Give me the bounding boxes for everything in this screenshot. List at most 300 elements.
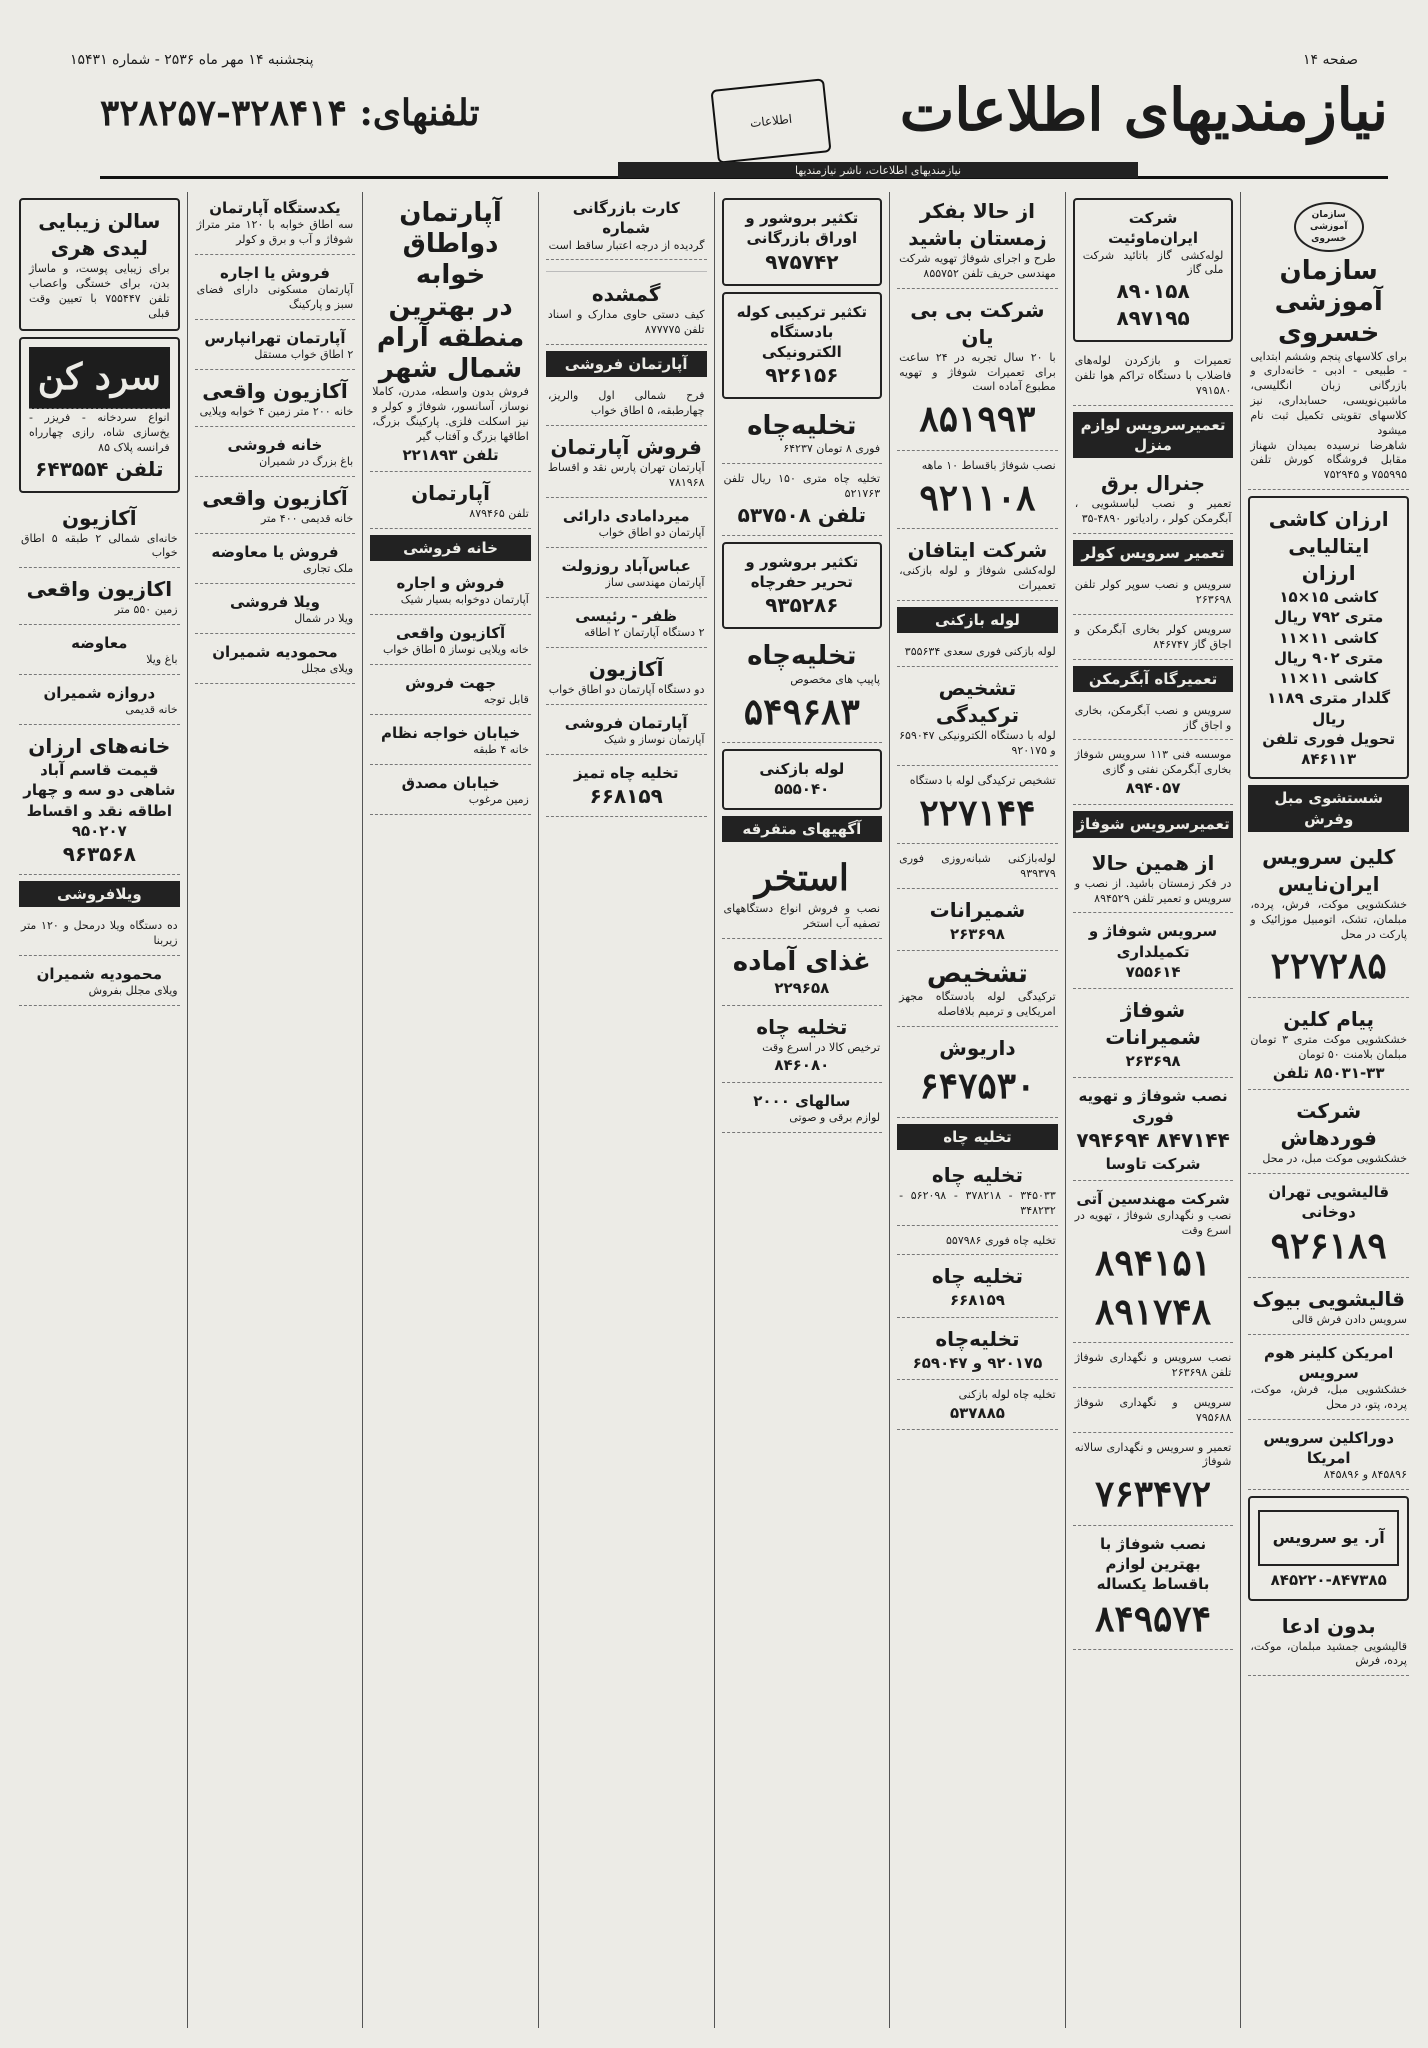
- ad-annual-heating: [1073, 1435, 1234, 1526]
- ad-shemiranat: [897, 891, 1058, 951]
- ad-body: فوری ۸ تومان ۶۴۲۳۷: [783, 442, 881, 456]
- ad-heading: خیابان خواجه نظام: [380, 724, 521, 743]
- column-8: [12, 192, 187, 2028]
- ad-body: فروش بدون واسطه، مدرن، کاملا نوساز، آسانسور، شوفاژ و کولر و نیز اسکلت فلزی. پارکینگ بزرگ، اطاقها بزرگ و آفتاب گیر: [372, 385, 529, 443]
- ad-heading: فروش یا معاوضه: [211, 542, 339, 561]
- ad-body: ۲ دستگاه آپارتمان ۲ اطاقه: [584, 626, 705, 640]
- ad-apartment: [370, 474, 531, 529]
- ad-phone: ۸۹۴۱۵۱ ۸۹۱۷۴۸: [1095, 1242, 1212, 1333]
- ad-phone: تلفن ۲۲۱۸۹۳: [402, 445, 499, 464]
- ad-abbasabad: [546, 550, 707, 598]
- ad-body: نصب سرویس و نگهداری شوفاژ تلفن ۲۶۳۶۹۸: [1074, 1351, 1232, 1380]
- ad-lost: [546, 275, 707, 345]
- ad-pipe-print: [722, 292, 883, 400]
- ad-water-heater: [1073, 698, 1234, 741]
- ad-body: آپارتمان دوخوابه بسیار شیک: [400, 593, 529, 607]
- ad-24h-plumbing: [897, 846, 1058, 889]
- ad-villa-sale: [195, 586, 356, 634]
- ad-well-digging: [722, 542, 883, 630]
- ad-saadi-plumbing: [897, 639, 1058, 667]
- ad-farah-north: [546, 383, 707, 426]
- ad-for-sale: [370, 667, 531, 715]
- ad-body: قیمت قاسم آباد شاهی دو سه و چهار اطاقه نقد و اقساط ۹۵۰۲۰۷: [23, 761, 176, 840]
- column-6: [362, 192, 538, 2028]
- ad-body: خانه ویلایی نوساز ۵ اطاق خواب: [382, 643, 529, 657]
- column-7: [187, 192, 363, 2028]
- section-bar: لوله بازکنی: [897, 607, 1058, 633]
- ad-body: آپارتمان مسکونی دارای فضای سبز و پارکینگ: [196, 283, 354, 312]
- section-bar: تعمیرسرویس شوفاژ: [1073, 811, 1234, 837]
- ad-heading: کلین سرویس ایران‌نایس: [1262, 844, 1396, 896]
- section-bar: شستشوی مبل وفرش: [1248, 785, 1409, 832]
- ad-phone: ۲۲۷۱۴۴: [919, 791, 1036, 834]
- ad-apt-sale-2: [546, 707, 707, 755]
- ad-heading: تخلیه‌چاه: [747, 641, 857, 672]
- ad-heading: از حالا بفکر زمستان باشید: [908, 199, 1047, 250]
- ad-phone: ۹۲۱۱۰۸: [919, 476, 1036, 519]
- page-folio: [70, 48, 1358, 72]
- dateline: پنجشنبه ۱۴ مهر ماه ۲۵۳۶ - شماره ۱۵۴۳۱: [70, 52, 314, 68]
- ad-body: آپارتمان نوساز و شیک: [604, 733, 705, 747]
- ad-body: تعمیر و نصب لباسشویی ، آبگرمکن کولر ، رادیاتور ۴۸۹۰-۳۵: [1074, 497, 1232, 526]
- ad-body: ۲ اطاق خواب مستقل: [254, 348, 354, 362]
- ad-real-occasion-3: [195, 479, 356, 534]
- ad-phone: ۵۳۷۸۸۵: [949, 1403, 1005, 1422]
- ad-body: در فکر زمستان باشید. از نصب و سرویس و تعمیر تلفن ۸۹۴۵۲۹: [1074, 876, 1232, 905]
- ad-body: ده دستگاه ویلا درمحل و ۱۲۰ متر زیربنا: [21, 919, 178, 948]
- ad-phone: ۸۵۰۳۱-۳۳ تلفن: [1272, 1063, 1385, 1082]
- ad-winter: [897, 192, 1058, 289]
- ad-body: لوله بازکنی فوری سعدی ۳۵۵۶۳۴: [904, 645, 1056, 659]
- ad-heading: سالهای ۲۰۰۰: [753, 1091, 851, 1110]
- ad-irannice: [1248, 838, 1409, 998]
- ad-heading: شرکت مهندسین آتی: [1076, 1190, 1230, 1209]
- ad-heading: داریوش: [939, 1035, 1016, 1060]
- ad-body: پاپیپ های مخصوص: [790, 672, 881, 686]
- ad-heading: تکثیر ترکیبی کوله بادستگاه الکترونیکی: [736, 302, 867, 361]
- ad-2000s: [722, 1085, 883, 1133]
- ad-body: لوازم برقی و صوتی: [789, 1110, 881, 1124]
- ad-body: طرح و اجرای شوفاژ تهویه شرکت مهندسی حریف تلفن ۸۵۵۷۵۲: [899, 252, 1056, 280]
- classifieds-columns: [12, 192, 1416, 2028]
- ad-body: آپارتمان تهران پارس نقد و اقساط ۷۸۱۹۶۸: [547, 460, 705, 489]
- ad-heading: نصب شوفاژ و تهویه فوری: [1078, 1087, 1228, 1126]
- ad-heading: غذای آماده: [732, 947, 871, 978]
- ad-two-bedroom: [370, 192, 531, 472]
- ad-heating-install: [1073, 1345, 1234, 1388]
- ad-body: تخلیه چاه لوله بازکنی: [958, 1387, 1056, 1401]
- ad-well-empty-4: [897, 1320, 1058, 1380]
- ad-heading: آکازیون: [588, 656, 664, 681]
- ad-heading: فروش یا اجاره: [219, 263, 330, 282]
- ad-heading: دوراکلین سرویس امریکا: [1263, 1428, 1395, 1468]
- ad-body: قابل توجه: [483, 693, 529, 707]
- ad-occasion-north: [19, 499, 180, 569]
- ad-body: سرویس دادن فرش قالی: [1292, 1312, 1407, 1326]
- ad-heading: ارزان کاشی ایتالیایی ارزان: [1268, 507, 1389, 586]
- ad-payam-clean: [1248, 1000, 1409, 1090]
- ad-phone: ۲۶۳۶۹۸: [1125, 1052, 1181, 1071]
- column-5: [538, 192, 714, 2028]
- ad-cooler-service: [1073, 572, 1234, 615]
- ad-phone: ۶۶۸۱۵۹: [949, 1291, 1005, 1310]
- price-line: کاشی ۱۱×۱۱ متری ۹۰۲ ریال: [1274, 628, 1384, 667]
- ad-real-occasion-land: [19, 570, 180, 625]
- ad-phone: ۷۶۳۴۷۲: [1095, 1473, 1212, 1516]
- ad-phone: ۸۴۵۸۹۶ و ۸۴۵۸۹۶: [1323, 1468, 1407, 1482]
- ad-heading: محمودیه شمیران: [36, 965, 163, 984]
- ad-body: خانه‌ای شمالی ۲ طبقه ۵ اطاق خواب: [21, 531, 178, 560]
- ad-iran-maoit: [1073, 198, 1234, 342]
- ad-leak-detect: [897, 669, 1058, 766]
- ad-heading: تشخیص: [926, 959, 1028, 990]
- ad-heading: تخلیه چاه: [756, 1014, 848, 1039]
- ad-phone: تلفن ۶۴۳۵۵۴: [35, 456, 164, 481]
- ad-phone: ۸۴۶۰۸۰: [774, 1056, 830, 1075]
- ad-body: لوله‌کشی شوفاژ و لوله بازکنی، تعمیرات: [899, 564, 1056, 593]
- price-line: کاشی ۱۱×۱۱ گلدار متری ۱۱۸۹ ریال: [1267, 669, 1391, 728]
- ad-phone: ۵۴۹۶۸۳: [743, 690, 860, 733]
- ad-address: شاهرضا نرسیده بمیدان شهناز مقابل فروشگاه کورش تلفن ۷۵۵۹۹۵ و ۷۵۲۹۴۵: [1250, 438, 1407, 482]
- ad-bibian: [897, 291, 1058, 451]
- ad-body: سرویس و نصب آبگرمکن، بخاری و اجاق گاز: [1074, 703, 1232, 732]
- ad-heading: شرکت بی بی یان: [910, 297, 1045, 349]
- ad-body: برای زیبایی پوست، و ماساژ بدن، برای خستگی واعصاب تلفن ۷۵۵۴۴۷ با تعیین وقت قبلی: [29, 262, 170, 320]
- ad-body: با ۲۰ سال تجربه در ۲۴ ساعت برای تعمیرات شوفاژ و تهویه مطبوع آماده است: [899, 350, 1056, 394]
- ad-phone: ۶۶۸۱۵۹: [589, 784, 663, 809]
- ad-house-sale: [195, 429, 356, 477]
- ad-body: ویلای مجلل بفروش: [88, 984, 178, 998]
- ad-mosadegh: [370, 767, 531, 815]
- ad-heading: تشخیص ترکیدگی: [935, 676, 1020, 728]
- ad-body: خشکشویی موکت متری ۳ تومان مبلمان بلامنت ۵۰ تومان: [1250, 1033, 1408, 1061]
- ad-phone: ۹۲۰۱۷۵ و ۶۵۹۰۴۷: [912, 1353, 1043, 1372]
- ad-heading: شرکت ایران‌ماوئیت: [1108, 209, 1199, 248]
- section-bar: ویلافروشی: [19, 881, 180, 907]
- ad-one-apartment: [195, 192, 356, 255]
- ad-body: تعمیرات و بازکردن لوله‌های فاضلاب با دستگاه تراکم هوا تلفن ۷۹۱۵۸۰: [1074, 354, 1232, 397]
- section-bar: تخلیه چاه: [897, 1124, 1058, 1150]
- ad-heading: تکثیر بروشور و تحریر حفرچاه: [745, 552, 859, 592]
- ad-heading: یکدستگاه آپارتمان: [209, 199, 341, 217]
- ad-body: خشکشویی موکت مبل، در محل: [1262, 1151, 1407, 1165]
- masthead-subtitle: نیازمندیهای اطلاعات، ناشر نیازمندیها: [618, 162, 1138, 178]
- ad-heading: شمیرانات: [929, 897, 1026, 922]
- ad-body: ویلای مجلل: [301, 662, 354, 676]
- ad-bedoon-edea: [1248, 1607, 1409, 1677]
- ad-heading: ویلا فروشی: [229, 592, 320, 611]
- ad-heading: تخلیه‌چاه: [935, 1326, 1020, 1351]
- ad-heading: تخلیه چاه: [931, 1264, 1023, 1289]
- ad-zafar: [546, 600, 707, 648]
- ad-heading: عباس‌آباد روزولت: [561, 556, 691, 575]
- ad-heading: سرویس شوفاژ و تکمیلداری: [1088, 922, 1218, 961]
- masthead: [100, 76, 1388, 179]
- masthead-title: نیازمندیهای اطلاعات: [899, 76, 1388, 144]
- ad-body: ۳۴۵۰۳۳ - ۳۷۸۲۱۸ - ۵۶۲۰۹۸ - ۳۴۸۲۳۲: [899, 1188, 1056, 1217]
- ad-lady-harry: [19, 198, 180, 331]
- ad-body: سرویس و نگهداری شوفاژ ۷۹۵۶۸۸: [1074, 1395, 1232, 1424]
- ad-heading: تعمیر و سرویس و نگهداری سالانه شوفاژ: [1074, 1440, 1232, 1469]
- section-bar: تعمیرسرویس لوازم منزل: [1073, 412, 1234, 459]
- ad-body: تخلیه چاه فوری ۵۵۷۹۸۶: [946, 1233, 1056, 1247]
- ad-body: لوله‌کشی گاز باتائید شرکت ملی گاز: [1082, 248, 1224, 277]
- ad-body: خانه قدیمی: [125, 703, 178, 717]
- ad-exchange: [19, 627, 180, 675]
- ad-body: باغ بزرگ در شمیران: [259, 455, 354, 469]
- ad-phone: ۸۹۰۱۵۸ ۸۹۷۱۹۵: [1116, 279, 1190, 331]
- ad-ru-service: [1248, 1496, 1409, 1600]
- ad-heading: نصب شوفاژ با بهترین لوازم باقساط یکساله: [1096, 1534, 1210, 1594]
- ad-body: خانه قدیمی ۴۰۰ متر: [261, 511, 354, 525]
- divider: [546, 263, 707, 272]
- ad-mahmoudieh: [195, 636, 356, 684]
- section-bar: آپارتمان فروشی: [546, 351, 707, 377]
- ad-heading: از همین حالا: [1091, 850, 1215, 875]
- ad-body: ویلا در شمال: [294, 612, 354, 626]
- ad-body: نصب و نگهداری شوفاژ ، تهویه در اسرع وقت: [1074, 1209, 1232, 1238]
- ad-body: ملک تجاری: [302, 562, 354, 575]
- ad-body: سرویس و نصب سوپر کولر تلفن ۲۶۳۶۹۸: [1074, 578, 1232, 606]
- ad-well-clean: [546, 757, 707, 817]
- ad-phone: تلفن ۵۳۷۵۰۸: [737, 502, 866, 527]
- ad-heading: آکازیون: [61, 505, 137, 530]
- ad-heading: جنرال برق: [1101, 471, 1206, 496]
- ad-heating-10months: [897, 453, 1058, 529]
- ad-body: خشکشویی مبل، فرش، موکت، پرده، پتو، در محل: [1250, 1383, 1407, 1412]
- ad-body: نصب شوفاژ باقساط ۱۰ ماهه: [921, 458, 1056, 472]
- ad-darvazeh-shemiran: [19, 677, 180, 725]
- ad-heading: آپارتمان دواطاق خوابه: [399, 198, 502, 291]
- ad-mirdamad: [546, 500, 707, 548]
- ad-sardkon: [19, 337, 180, 492]
- ad-heading: تخلیه چاه تمیز: [573, 763, 679, 782]
- ad-phone: ۷۵۵۶۱۴: [1125, 962, 1181, 981]
- ad-company: شرکت تاوسا: [1105, 1154, 1201, 1173]
- ad-heading: آپارتمان تهرانپارس: [204, 328, 346, 347]
- ad-body: سرویس کولر بخاری آبگرمکن و اجاق گاز ۸۴۶۷۴۷: [1074, 622, 1232, 651]
- ad-real-occasion: [370, 617, 531, 665]
- column-4: [714, 192, 890, 2028]
- ad-heading: فروش آپارتمان: [550, 434, 702, 459]
- section-bar: تعمیر سرویس کولر: [1073, 540, 1234, 566]
- ad-cheap-houses: [19, 727, 180, 875]
- ad-phone: ۹۳۵۲۸۶: [765, 593, 839, 618]
- ad-real-occasion-2: [195, 372, 356, 427]
- ad-body: خانه ۴ طبقه: [473, 743, 529, 757]
- ad-heading: بدون ادعا: [1281, 1613, 1376, 1638]
- masthead-phones: تلفنهای: ۳۲۸۴۱۴-۳۲۸۲۵۷: [100, 92, 480, 134]
- ad-brochure-print: [722, 198, 883, 286]
- ad-body: زمین مرغوب: [468, 793, 529, 807]
- ad-heading: امریکن کلینر هوم سرویس: [1264, 1343, 1394, 1382]
- ettelaat-logo-icon: اطلاعات: [710, 78, 831, 164]
- ad-phone: ۸۴۵۲۲۰-۸۴۷۳۸۵: [1270, 1571, 1387, 1590]
- column-2: [1065, 192, 1241, 2028]
- ad-itafan: [897, 531, 1058, 601]
- khosravi-logo-icon: سازمان آموزشی خسروی: [1294, 202, 1364, 252]
- ad-shemiranat-heating: [1073, 991, 1234, 1078]
- ad-dariush: [897, 1029, 1058, 1118]
- ad-well-150rial: [722, 466, 883, 536]
- ad-sale-rent: [370, 567, 531, 615]
- sardkon-logo-icon: سرد کن: [29, 347, 170, 409]
- ru-service-logo-icon: آر. یو سرویس: [1258, 1510, 1399, 1566]
- ad-body: لوله با دستگاه الکترونیکی ۶۵۹۰۴۷ و ۹۲۰۱۷۵: [899, 729, 1056, 757]
- ad-institute-113: [1073, 742, 1234, 805]
- ad-heading: میردامادی دارائی: [562, 506, 690, 525]
- ad-phone: ۶۴۷۵۳۰: [919, 1064, 1036, 1107]
- ad-general-electric: [1073, 464, 1234, 534]
- ad-heating-care: [1073, 1390, 1234, 1433]
- ad-tiles: [1248, 496, 1409, 779]
- ad-commercial-card: [546, 192, 707, 260]
- ad-heading: آپارتمان فروشی: [564, 713, 688, 732]
- ad-heading: تخلیه‌چاه: [747, 411, 857, 442]
- ad-body: کیف دستی حاوی مدارک و اسناد تلفن ۸۷۷۷۷۵: [547, 308, 705, 337]
- ad-american-cleaner: [1248, 1337, 1409, 1420]
- ad-body: انواع سردخانه - فریزر - یخ‌سازی شاه، رازی چهارراه فرانسه پلاک ۸۵: [29, 410, 170, 454]
- ad-heater-service: [1073, 617, 1234, 660]
- ad-heading: قالیشویی تهران دوخانی: [1268, 1182, 1390, 1222]
- ad-heading: شوفاژ شمیرانات: [1105, 998, 1201, 1050]
- ad-body: خشکشویی موکت، فرش، پرده، مبلمان، تشک، اتومبیل موزائیک و پارکت در محل: [1250, 897, 1407, 941]
- ad-heading: خانه فروشی: [227, 435, 323, 454]
- ad-phone: ۹۲۶۱۵۶: [765, 363, 839, 388]
- ad-body: گردیده از درجه اعتبار ساقط است: [548, 238, 705, 252]
- section-bar: آگهیهای متفرقه: [722, 816, 883, 842]
- ad-sale-or-rent: [195, 257, 356, 320]
- ad-heading: خانه‌های ارزان: [28, 734, 171, 759]
- ad-heading: قالیشویی بیوک: [1252, 1286, 1405, 1311]
- ad-taosa: [1073, 1080, 1234, 1181]
- ad-heading: آکازیون واقعی: [396, 623, 506, 642]
- ad-body: نصب و فروش انواع دستگاههای تصفیه آب استخر: [723, 902, 881, 931]
- ad-phone: ۸۵۱۹۹۳: [919, 398, 1036, 441]
- price-line: کاشی ۱۵×۱۵ متری ۷۹۲ ریال: [1274, 588, 1384, 627]
- phone-line: تحویل فوری تلفن ۸۴۶۱۱۳: [1262, 729, 1396, 769]
- ad-body: دو دستگاه آپارتمان دو اطاق خواب: [548, 682, 705, 696]
- ad-pool: [722, 848, 883, 939]
- ad-heading: معاوضه: [71, 634, 128, 653]
- ad-phone: ۹۶۳۵۶۸: [62, 842, 136, 867]
- ad-heading: شرکت فوردهاش: [1280, 1098, 1377, 1150]
- ad-detection: [897, 953, 1058, 1027]
- ad-heading: آکازیون واقعی: [202, 378, 348, 403]
- ad-duraclean: [1248, 1422, 1409, 1490]
- ad-well-8toman: [722, 405, 883, 464]
- ad-heating-installments: [1073, 1528, 1234, 1650]
- ad-plumbing-oval: [722, 749, 883, 810]
- column-1: [1240, 192, 1416, 2028]
- ad-well-empty-2: [897, 1228, 1058, 1256]
- ad-heating-maintenance: [1073, 915, 1234, 989]
- ad-body: موسسه فنی ۱۱۳ سرویس شوفاژ بخاری آبگرمکن نفتی و گازی: [1074, 748, 1232, 777]
- ad-heading: آکازیون واقعی: [202, 485, 348, 510]
- ad-occasion: [546, 650, 707, 705]
- ad-body: خانه ۲۰۰ متر زمین ۴ خوابه ویلایی: [199, 404, 354, 418]
- ad-heading: آپارتمان: [411, 480, 490, 505]
- ad-tehranpars: [195, 322, 356, 370]
- ad-drain-repair: [1073, 348, 1234, 406]
- ad-apt-sale: [546, 428, 707, 498]
- ad-body: آپارتمان مهندسی ساز: [605, 576, 705, 589]
- ad-customs: [722, 1008, 883, 1083]
- ad-subheading: در بهترین منطقه آرام شمال شهر: [376, 291, 525, 384]
- ad-body: تلفن ۸۷۹۴۶۵: [469, 506, 529, 520]
- ad-heading: لوله بازکنی: [759, 760, 845, 779]
- ad-heading: خیابان مصدق: [401, 774, 500, 793]
- ad-body: ترخیص کالا در اسرع وقت: [762, 1040, 881, 1054]
- ad-phone: ۸۹۴۰۵۷: [1125, 779, 1181, 798]
- ad-heading: محمودیه شمیران: [212, 642, 338, 661]
- ad-phone: ۹۲۶۱۸۹: [1270, 1225, 1387, 1268]
- ad-body: فرح شمالی اول والریز، چهارطبقه، ۵ اطاق خواب: [547, 389, 705, 418]
- ad-heading: گمشده: [591, 282, 661, 307]
- ad-well-empty-1: [897, 1156, 1058, 1226]
- ad-phone: ۵۵۵۰۴۰: [774, 780, 830, 799]
- ad-body: تشخیص ترکیدگی لوله با دستگاه: [909, 773, 1056, 787]
- ad-heading: کارت بازرگانی شماره: [572, 199, 680, 238]
- ad-heading: دروازه شمیران: [43, 684, 156, 703]
- ad-heading: سالن زیبایی لیدی هری: [38, 209, 161, 260]
- ad-body: آپارتمان دو اطاق خواب: [598, 525, 705, 539]
- ad-carpet-dokhani: [1248, 1176, 1409, 1278]
- page-number: صفحه ۱۴: [1302, 52, 1358, 68]
- ad-from-now: [1073, 844, 1234, 914]
- ad-body: برای کلاسهای پنجم وششم ابتدایی - طبیعی - ادبی - خانه‌داری و بازرگانی زبان انگلیسی، ماشین‌نویسی، حسابداری، نیز کلاسهای تقویتی تکمیل ثبت نام میشود: [1250, 349, 1407, 437]
- ad-body: سه اطاق خوابه با ۱۲۰ متر متراژ شوفاژ و آب و برق و کولر: [196, 218, 354, 247]
- ad-phone: ۲۲۷۲۸۵: [1270, 945, 1387, 988]
- ad-body: ترکیدگی لوله بادستگاه مجهز امریکایی و ترمیم بلافاصله: [899, 990, 1056, 1019]
- ad-well-empty-5: [897, 1382, 1058, 1430]
- ad-heading: جهت فروش: [405, 674, 497, 693]
- column-3: [889, 192, 1065, 2028]
- ad-heading: استخر: [754, 856, 849, 899]
- ad-phone: ۲۶۳۶۹۸: [949, 924, 1005, 943]
- ad-body: تخلیه چاه متری ۱۵۰ ریال تلفن ۵۲۱۷۶۳: [723, 472, 881, 501]
- ad-heading: پیام کلین: [1283, 1007, 1375, 1032]
- ad-ready-food: [722, 941, 883, 1005]
- ad-fordhash: [1248, 1092, 1409, 1174]
- ad-body: لوله‌بازکنی شبانه‌روزی فوری ۹۳۹۳۷۹: [899, 852, 1056, 880]
- ad-heading: فروش و اجاره: [396, 573, 505, 592]
- ad-khajeh-nezam: [370, 717, 531, 765]
- ad-heading: اکازیون واقعی: [26, 577, 173, 602]
- ad-well-empty-3: [897, 1257, 1058, 1317]
- ad-carpet-biouk: [1248, 1280, 1409, 1335]
- ad-phone: ۹۷۵۷۴۲: [765, 249, 839, 274]
- ad-heading: سازمان آموزشی خسروی: [1274, 256, 1383, 349]
- ad-leak-detect-2: [897, 768, 1058, 844]
- ad-phone: ۲۲۹۶۵۸: [774, 979, 830, 998]
- ad-ati-engineers: [1073, 1183, 1234, 1343]
- section-bar: تعمیرگاه آبگرمکن: [1073, 666, 1234, 692]
- ad-mahmoudieh-villa: [19, 958, 180, 1006]
- ad-sale-exchange: [195, 536, 356, 584]
- ad-body: قالیشویی جمشید مبلمان، موکت، پرده، فرش: [1250, 1639, 1407, 1668]
- ad-ten-villas: [19, 913, 180, 956]
- ad-body: باغ ویلا: [146, 653, 178, 667]
- ad-khosravi: [1248, 192, 1409, 490]
- section-bar: خانه فروشی: [370, 535, 531, 561]
- ad-phone: ۸۴۷۱۴۴ ۷۹۴۶۹۴: [1076, 1127, 1230, 1152]
- ad-phone: ۸۴۹۵۷۴: [1095, 1597, 1212, 1640]
- ad-heading: تکثیر بروشور و اوراق بازرگانی: [745, 209, 859, 248]
- ad-heading: ظفر - رئیسی: [575, 606, 678, 625]
- ad-body: زمین ۵۵۰ متر: [114, 603, 178, 617]
- ad-heading: شرکت ایتافان: [907, 538, 1048, 563]
